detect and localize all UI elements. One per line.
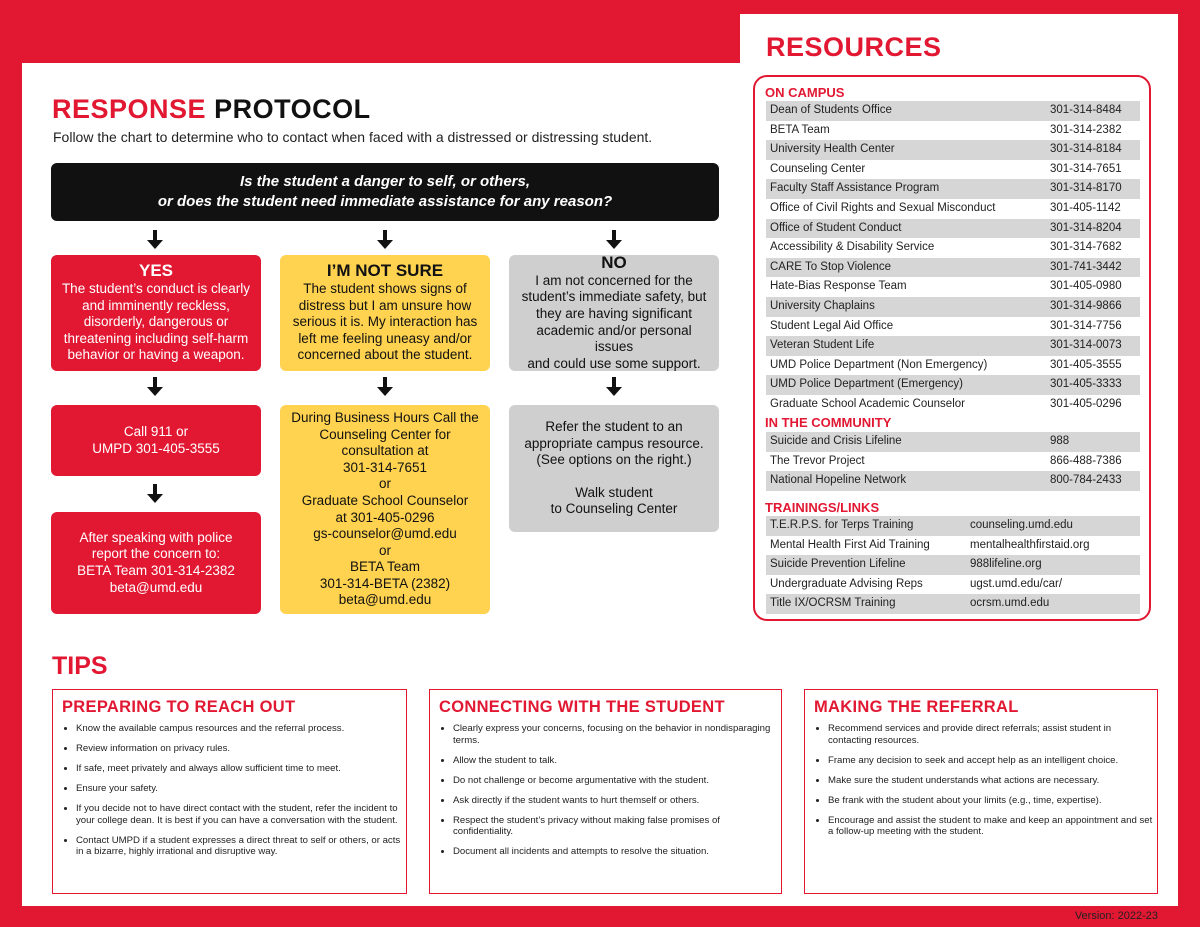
list-item: • Ask directly if the student wants to hurt themself or others. bbox=[453, 795, 781, 807]
resource-name: National Hopeline Network bbox=[770, 474, 907, 487]
list-item: • Be frank with the student about your limits (e.g., time, expertise). bbox=[828, 795, 1157, 807]
yes-head: YES bbox=[138, 261, 174, 281]
tip-box-referral bbox=[804, 689, 1158, 894]
training-name: Suicide Prevention Lifeline bbox=[770, 558, 906, 571]
resource-phone: 301-314-8184 bbox=[1050, 143, 1122, 156]
not-sure-action-line: consultation at bbox=[341, 443, 429, 459]
resource-name: Suicide and Crisis Lifeline bbox=[770, 435, 902, 447]
list-item: • Allow the student to talk. bbox=[453, 755, 781, 767]
tip-box-heading: PREPARING TO REACH OUT bbox=[62, 698, 296, 716]
yes-after-line: After speaking with police bbox=[79, 529, 233, 545]
list-item: • Know the available campus resources and the referral process. bbox=[76, 723, 406, 735]
resource-phone: 301-405-1142 bbox=[1050, 201, 1121, 214]
resource-phone: 301-314-7682 bbox=[1050, 241, 1122, 254]
no-action-box bbox=[509, 405, 719, 532]
version-label: Version: 2022-23 bbox=[1074, 910, 1158, 922]
tip-box-preparing bbox=[52, 689, 407, 894]
table-row bbox=[766, 471, 1140, 491]
resource-phone: 301-314-8204 bbox=[1050, 221, 1122, 234]
resource-name: Veteran Student Life bbox=[770, 339, 875, 352]
no-action-line: Walk student bbox=[575, 484, 653, 500]
not-sure-head: I’M NOT SURE bbox=[326, 261, 444, 281]
no-line: they are having significant bbox=[535, 305, 693, 321]
resource-name: The Trevor Project bbox=[770, 454, 865, 467]
resource-name: University Health Center bbox=[770, 143, 895, 156]
protocol-title-b: PROTOCOL bbox=[214, 94, 371, 124]
training-link: ocrsm.umd.edu bbox=[970, 597, 1050, 610]
no-line: academic and/or personal issues bbox=[536, 322, 692, 355]
no-line: student’s immediate safety, but bbox=[521, 289, 707, 305]
list-item: • Contact UMPD if a student expresses a direct threat to self or others, or acts in a bizarre, highly irrational and disruptive way. bbox=[76, 835, 406, 858]
resource-name: Faculty Staff Assistance Program bbox=[770, 182, 940, 195]
list-item: • Respect the student’s privacy without making false promises of confidentiality. bbox=[453, 815, 781, 838]
resource-phone: 301-405-3555 bbox=[1050, 358, 1122, 371]
tip-list bbox=[439, 723, 781, 866]
tips-title: TIPS bbox=[52, 652, 108, 680]
community-table bbox=[766, 432, 1140, 491]
resource-phone: 301-405-3333 bbox=[1050, 378, 1122, 391]
resource-name: Hate-Bias Response Team bbox=[770, 280, 907, 293]
training-name: Mental Health First Aid Training bbox=[770, 538, 930, 551]
list-item: • Clearly express your concerns, focusing on the behavior in nondisparaging terms. bbox=[453, 723, 781, 746]
protocol-title bbox=[52, 94, 371, 125]
training-name: Undergraduate Advising Reps bbox=[770, 577, 923, 590]
arrow-down-icon bbox=[606, 230, 622, 250]
resources-title: RESOURCES bbox=[766, 32, 942, 62]
not-sure-action-line: During Business Hours Call the bbox=[291, 409, 479, 425]
training-link: 988lifeline.org bbox=[970, 558, 1042, 571]
resource-phone: 301-314-2382 bbox=[1050, 123, 1122, 136]
table-row bbox=[766, 277, 1140, 297]
resource-name: CARE To Stop Violence bbox=[770, 260, 892, 273]
arrow-down-icon bbox=[147, 377, 163, 397]
resource-name: UMD Police Department (Non Emergency) bbox=[770, 358, 988, 371]
table-row bbox=[766, 199, 1140, 219]
list-item: • Ensure your safety. bbox=[76, 783, 406, 795]
list-item: • Frame any decision to seek and accept help as an intelligent choice. bbox=[828, 755, 1157, 767]
yes-line: disorderly, dangerous or bbox=[83, 314, 229, 330]
not-sure-action-line: Graduate School Counselor bbox=[301, 492, 469, 508]
table-row bbox=[766, 555, 1140, 575]
not-sure-action-line: 301-314-BETA (2382) bbox=[319, 575, 451, 591]
tip-list bbox=[62, 723, 406, 866]
training-link: ugst.umd.edu/car/ bbox=[970, 577, 1063, 590]
resource-phone: 301-314-7756 bbox=[1050, 319, 1122, 332]
resource-phone: 866-488-7386 bbox=[1050, 454, 1122, 467]
arrow-down-icon bbox=[147, 230, 163, 250]
not-sure-action-line: or bbox=[378, 542, 391, 558]
not-sure-action-line: or bbox=[378, 476, 391, 492]
list-item: • Encourage and assist the student to make and keep an appointment and set a follow-up meeting with the student. bbox=[828, 815, 1157, 838]
resource-name: Office of Civil Rights and Sexual Misconduct bbox=[770, 201, 996, 214]
table-row bbox=[766, 140, 1140, 160]
table-row bbox=[766, 238, 1140, 258]
yes-after-box bbox=[51, 512, 261, 614]
arrow-down-icon bbox=[377, 230, 393, 250]
yes-box bbox=[51, 255, 261, 371]
community-title: IN THE COMMUNITY bbox=[765, 415, 892, 430]
no-line: I am not concerned for the bbox=[535, 272, 693, 288]
table-row bbox=[766, 121, 1140, 141]
yes-action-line: Call 911 or bbox=[123, 423, 189, 439]
protocol-subtitle: Follow the chart to determine who to contact when faced with a distressed or distressing student. bbox=[53, 129, 653, 145]
no-head: NO bbox=[601, 252, 627, 272]
no-box bbox=[509, 252, 719, 371]
yes-line: and imminently reckless, bbox=[82, 297, 230, 313]
no-action-line: Refer the student to an bbox=[545, 419, 683, 435]
yes-line: The student’s conduct is clearly bbox=[61, 281, 251, 297]
resource-name: BETA Team bbox=[770, 123, 830, 136]
yes-after-line: beta@umd.edu bbox=[109, 579, 203, 595]
table-row bbox=[766, 101, 1140, 121]
not-sure-line: concerned about the student. bbox=[297, 347, 473, 363]
list-item: • If you decide not to have direct contact with the student, refer the incident to your college dean. It is best if you can have a conversation with the student. bbox=[76, 803, 406, 826]
not-sure-action-line: 301-314-7651 bbox=[342, 459, 428, 475]
trainings-title: TRAININGS/LINKS bbox=[765, 500, 880, 515]
yes-action-box bbox=[51, 405, 261, 476]
yes-line: threatening including self-harm bbox=[63, 330, 249, 346]
yes-action-line: UMPD 301-405-3555 bbox=[92, 440, 220, 456]
resource-name: Office of Student Conduct bbox=[770, 221, 902, 234]
table-row bbox=[766, 336, 1140, 356]
resource-name: Dean of Students Office bbox=[770, 104, 892, 116]
not-sure-box bbox=[280, 255, 490, 371]
list-item: • If safe, meet privately and always allow sufficient time to meet. bbox=[76, 763, 406, 775]
resource-name: University Chaplains bbox=[770, 299, 875, 312]
table-row bbox=[766, 375, 1140, 395]
tip-box-connecting bbox=[429, 689, 782, 894]
on-campus-title: ON CAMPUS bbox=[765, 85, 845, 100]
question-box bbox=[51, 163, 719, 221]
resource-name: Accessibility & Disability Service bbox=[770, 241, 935, 254]
table-row bbox=[766, 432, 1140, 452]
no-action-line: to Counseling Center bbox=[550, 501, 678, 517]
not-sure-action-line: at 301-405-0296 bbox=[335, 509, 435, 525]
table-row bbox=[766, 452, 1140, 472]
training-link: mentalhealthfirstaid.org bbox=[970, 538, 1090, 551]
resource-phone: 301-405-0980 bbox=[1050, 280, 1122, 293]
not-sure-action-line: BETA Team bbox=[349, 559, 421, 575]
list-item: • Review information on privacy rules. bbox=[76, 743, 406, 755]
no-action-line: appropriate campus resource. bbox=[524, 435, 704, 451]
not-sure-action-box bbox=[280, 405, 490, 614]
resource-phone: 301-314-8170 bbox=[1050, 182, 1122, 195]
table-row bbox=[766, 297, 1140, 317]
yes-after-line: BETA Team 301-314-2382 bbox=[77, 563, 235, 578]
resource-phone: 301-314-9866 bbox=[1050, 299, 1122, 312]
resource-phone: 301-314-0073 bbox=[1050, 339, 1122, 352]
arrow-down-icon bbox=[377, 377, 393, 397]
table-row bbox=[766, 575, 1140, 595]
table-row bbox=[766, 219, 1140, 239]
list-item: • Do not challenge or become argumentative with the student. bbox=[453, 775, 781, 787]
table-row bbox=[766, 594, 1140, 614]
table-row bbox=[766, 516, 1140, 536]
table-row bbox=[766, 179, 1140, 199]
table-row bbox=[766, 536, 1140, 556]
not-sure-line: left me feeling uneasy and/or bbox=[298, 330, 472, 346]
resource-name: Student Legal Aid Office bbox=[770, 319, 894, 332]
not-sure-line: distress but I am unsure how bbox=[298, 297, 472, 313]
list-item: • Document all incidents and attempts to resolve the situation. bbox=[453, 846, 781, 858]
question-line-1: Is the student a danger to self, or others, bbox=[239, 173, 531, 190]
training-name: T.E.R.P.S. for Terps Training bbox=[770, 519, 914, 531]
table-row bbox=[766, 160, 1140, 180]
question-line-2: or does the student need immediate assistance for any reason? bbox=[157, 193, 613, 210]
resource-phone: 301-405-0296 bbox=[1050, 397, 1122, 410]
not-sure-line: The student shows signs of bbox=[303, 281, 467, 297]
training-name: Title IX/OCRSM Training bbox=[770, 597, 896, 610]
tip-list bbox=[814, 723, 1157, 846]
resource-phone: 301-314-7651 bbox=[1050, 162, 1122, 175]
table-row bbox=[766, 356, 1140, 376]
arrow-down-icon bbox=[147, 484, 163, 504]
yes-after-line: report the concern to: bbox=[91, 546, 221, 562]
on-campus-table bbox=[766, 101, 1140, 415]
trainings-table bbox=[766, 516, 1140, 614]
no-line: and could use some support. bbox=[527, 355, 701, 371]
resource-name: UMD Police Department (Emergency) bbox=[770, 378, 964, 391]
no-action-line: (See options on the right.) bbox=[536, 452, 692, 468]
tip-box-heading: CONNECTING WITH THE STUDENT bbox=[439, 698, 725, 716]
not-sure-action-line: beta@umd.edu bbox=[338, 592, 432, 608]
arrow-down-icon bbox=[606, 377, 622, 397]
not-sure-action-line: gs-counselor@umd.edu bbox=[313, 526, 457, 542]
training-link: counseling.umd.edu bbox=[970, 519, 1073, 531]
resource-phone: 800-784-2433 bbox=[1050, 474, 1122, 487]
list-item: • Recommend services and provide direct referrals; assist student in contacting resources. bbox=[828, 723, 1157, 746]
table-row bbox=[766, 317, 1140, 337]
table-row bbox=[766, 258, 1140, 278]
protocol-title-a: RESPONSE bbox=[52, 94, 207, 124]
list-item: • Make sure the student understands what actions are necessary. bbox=[828, 775, 1157, 787]
not-sure-action-line: Counseling Center for bbox=[319, 426, 451, 442]
resource-name: Graduate School Academic Counselor bbox=[770, 397, 965, 410]
not-sure-line: serious it is. My interaction has bbox=[292, 314, 478, 330]
resource-phone: 301-741-3442 bbox=[1050, 260, 1122, 273]
yes-line: behavior or having a weapon. bbox=[67, 347, 245, 363]
resource-name: Counseling Center bbox=[770, 162, 866, 175]
resource-phone: 988 bbox=[1050, 435, 1070, 447]
table-row bbox=[766, 395, 1140, 415]
resource-phone: 301-314-8484 bbox=[1050, 104, 1122, 116]
tip-box-heading: MAKING THE REFERRAL bbox=[814, 698, 1019, 716]
